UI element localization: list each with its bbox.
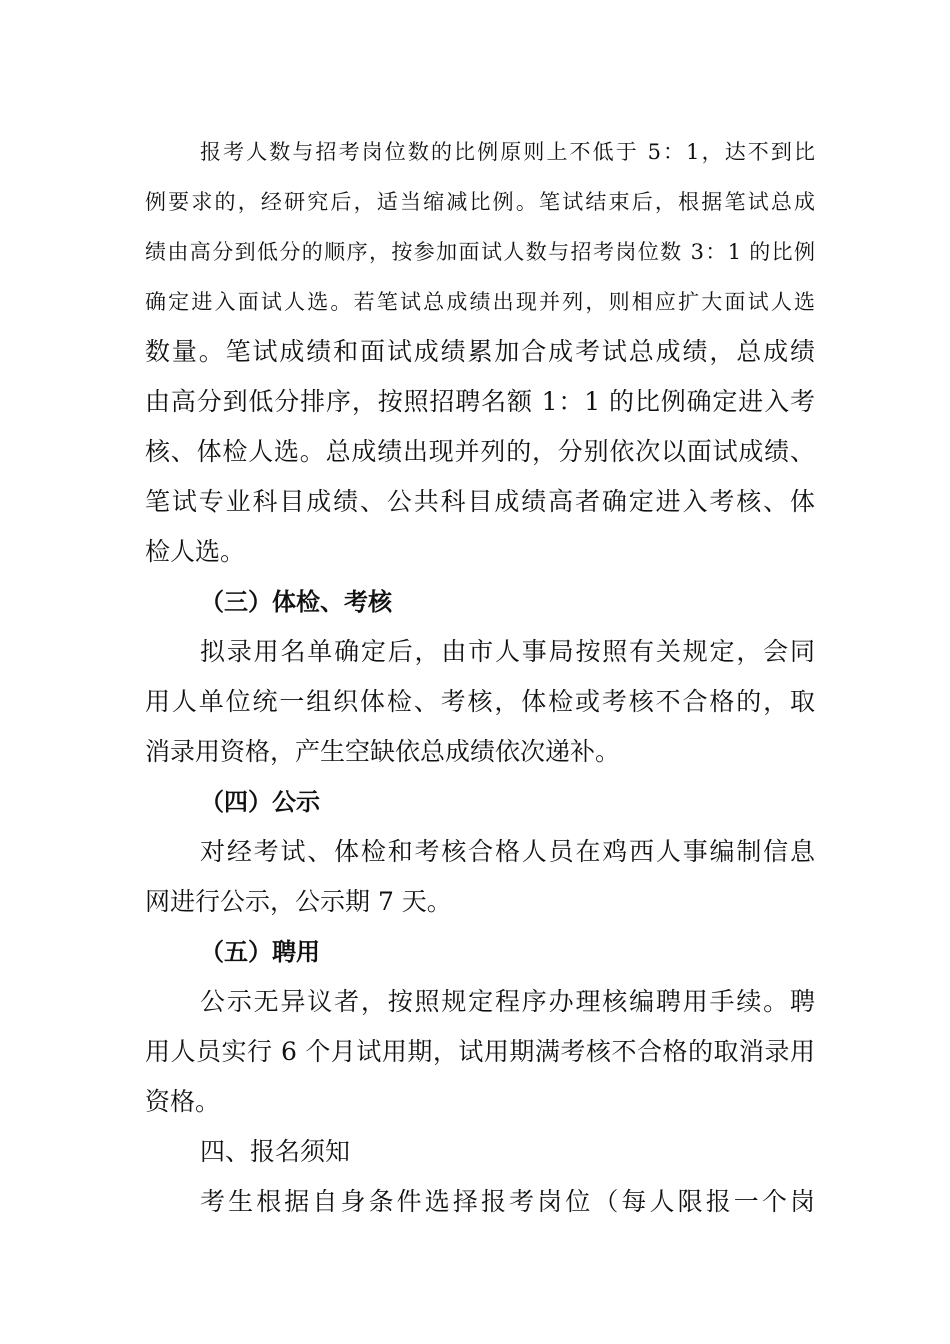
paragraph-line: 例要求的，经研究后，适当缩减比例。笔试结束后，根据笔试总成: [145, 190, 815, 214]
paragraph-line: 用人单位统一组织体检、考核，体检或考核不合格的，取: [145, 687, 815, 716]
paragraph-line: 报考人数与招考岗位数的比例原则上不低于 5：1，达不到比: [200, 140, 815, 164]
paragraph-line: 确定进入面试人选。若笔试总成绩出现并列，则相应扩大面试人选: [145, 290, 815, 314]
paragraph-line: 对经考试、体检和考核合格人员在鸡西人事编制信息: [200, 837, 815, 866]
paragraph-line: 公示无异议者，按照规定程序办理核编聘用手续。聘: [200, 987, 815, 1016]
paragraph-line: 消录用资格，产生空缺依总成绩依次递补。: [145, 737, 621, 766]
paragraph-line: 由高分到低分排序，按照招聘名额 1：1 的比例确定进入考: [145, 387, 815, 416]
paragraph-line: 数量。笔试成绩和面试成绩累加合成考试总成绩，总成绩: [145, 337, 815, 366]
paragraph-line: 用人员实行 6 个月试用期，试用期满考核不合格的取消录用: [145, 1037, 815, 1066]
subheading-employment: （五）聘用: [200, 938, 320, 966]
section-heading-registration: 四、报名须知: [200, 1137, 351, 1166]
paragraph-line: 考生根据自身条件选择报考岗位（每人限报一个岗: [200, 1187, 815, 1216]
paragraph-line: 网进行公示，公示期 7 天。: [145, 887, 452, 916]
paragraph-line: 笔试专业科目成绩、公共科目成绩高者确定进入考核、体: [145, 487, 815, 516]
paragraph-line: 拟录用名单确定后，由市人事局按照有关规定，会同: [200, 637, 815, 666]
paragraph-line: 核、体检人选。总成绩出现并列的，分别依次以面试成绩、: [145, 437, 815, 466]
subheading-physical-exam: （三）体检、考核: [200, 588, 392, 616]
paragraph-line: 资格。: [145, 1087, 221, 1116]
subheading-publicity: （四）公示: [200, 788, 320, 816]
paragraph-line: 绩由高分到低分的顺序，按参加面试人数与招考岗位数 3：1 的比例: [145, 240, 815, 264]
paragraph-line: 检人选。: [145, 537, 246, 566]
